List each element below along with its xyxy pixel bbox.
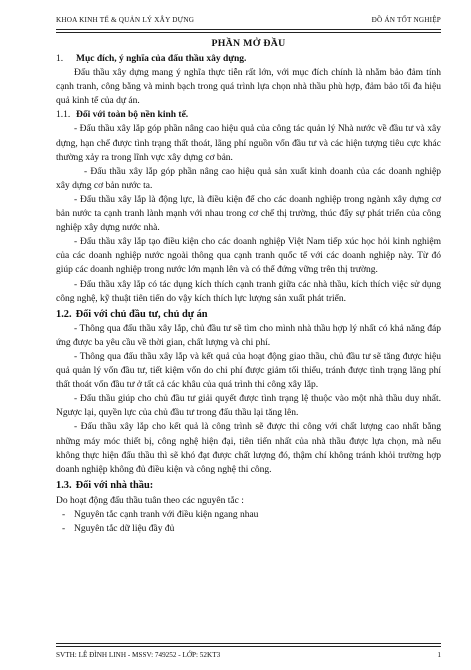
footer-rule-thin <box>56 643 441 644</box>
footer-rule-thick <box>56 646 441 647</box>
paragraph: - Đấu thầu xây lắp có tác dụng kích thích cạnh tranh giữa các nhà thầu, kích thích việc sử dụng công nghệ, kỹ thuật tiên tiến do vậy kích thích lực lượng sản xuất phát triển. <box>56 279 441 304</box>
footer-student-info: SVTH: LÊ ĐÌNH LINH - MSSV: 749252 - LỚP: 52KT3 <box>56 651 221 659</box>
dash-bullet-icon: - <box>62 524 66 535</box>
section-1-2-heading <box>56 308 441 322</box>
list-item-text: Nguyên tắc cạnh tranh với điều kiện ngang nhau <box>74 510 259 520</box>
section-1-2-number: 1.2. <box>56 308 72 320</box>
section-1-heading <box>56 52 441 66</box>
paragraph: - Đấu thầu xây lắp là động lực, là điều kiện để cho các doanh nghiệp trong ngành xây dựng cơ bản nước ta cạnh tranh lành mạnh với nhau trong cơ chế thị trường, thúc đẩy sự phát triển của công nghiệp xây dựng nước nhà. <box>56 194 441 234</box>
header-doc-type: ĐỒ ÁN TỐT NGHIỆP <box>371 16 441 24</box>
section-1-title: Mục đích, ý nghĩa của đấu thầu xây dựng. <box>76 54 247 64</box>
principles-list <box>56 508 441 536</box>
header-rule-thin <box>56 32 441 33</box>
list-item <box>56 508 441 522</box>
section-1-3-number: 1.3. <box>56 479 72 491</box>
paragraph: - Thông qua đấu thầu xây lắp và kết quả của hoạt động giao thầu, chủ đầu tư sẽ tăng được hiệu quả quản lý vốn đầu tư, tiết kiệm vốn do chi phí được giảm tối thiểu, tránh được tình trạng lãng phí thất thoát vốn đầu tư ở tất cả các khâu của quá trình thi công xây lắp. <box>56 351 441 391</box>
paragraph: - Đấu thầu xây lắp góp phần nâng cao hiệu quả sản xuất kinh doanh của các doanh nghiệp xây dựng cơ bản nước ta. <box>56 166 441 191</box>
list-item-text: Nguyên tắc dữ liệu đầy đủ <box>74 524 175 535</box>
page-title: PHẦN MỞ ĐẦU <box>211 38 286 49</box>
section-1-1-heading <box>56 108 441 122</box>
paragraph: - Đấu thầu xây lắp cho kết quả là công trình sẽ được thi công với chất lượng cao nhất bằng những máy móc thiết bị, công nghệ hiện đại, tiên tiến nhất của nhà thầu được lựa chọn, mà nếu không thực hiện đấu thầu thì sẽ khó đạt được chất lượng đó, thậm chí không tránh khỏi trường hợp doanh nghiệp không đủ điều kiện và công nghệ thi công. <box>56 422 441 475</box>
header-faculty: KHOA KINH TẾ & QUẢN LÝ XÂY DỰNG <box>56 16 195 24</box>
paragraph: - Đấu thầu xây lắp tạo điều kiện cho các doanh nghiệp Việt Nam tiếp xúc học hỏi kinh nghiệm của các doanh nghiệp nước ngoài thông qua cạnh tranh quốc tế với các doanh nghiệp này. Từ đó giúp các doanh nghiệp trong nước lớn mạnh lên và có thể đứng vững trên thị trường. <box>56 237 441 276</box>
section-1-3-intro: Do hoạt động đấu thầu tuân theo các nguyên tắc : <box>56 495 244 506</box>
list-item <box>56 522 441 536</box>
header-rule-thick <box>56 29 441 30</box>
page-number: 1 <box>437 651 441 659</box>
section-1-3-heading <box>56 479 441 493</box>
section-1-intro: Đấu thầu xây dựng mang ý nghĩa thực tiễn rất lớn, với mục đích chính là nhằm bảo đảm tính cạnh tranh, công bằng và minh bạch trong quá trình lựa chọn nhà thầu phù hợp, đảm bảo tối đa hiệu quả kinh tế của dự án. <box>56 68 441 107</box>
paragraph: - Đấu thầu xây lắp góp phần nâng cao hiệu quả của công tác quản lý Nhà nước về đầu tư và xây dựng, hạn chế được tình trạng thất thoát, lãng phí nguồn vốn đầu tư và các hiện tượng tiêu cực khác thường xảy ra trong lĩnh vực xây dựng cơ bản. <box>56 124 441 163</box>
section-1-number: 1. <box>56 54 64 64</box>
section-1-3-title: Đối với nhà thầu: <box>75 479 154 491</box>
section-1-2-title: Đối với chủ đầu tư, chủ dự án <box>75 308 208 320</box>
running-footer <box>56 649 441 661</box>
section-1-1-title: Đối với toàn bộ nền kinh tế. <box>76 110 189 121</box>
section-1-1-number: 1.1. <box>56 110 71 121</box>
paragraph: - Thông qua đấu thầu xây lắp, chủ đầu tư sẽ tìm cho mình nhà thầu hợp lý nhất có khả năng đáp ứng được ba yêu cầu về thời gian, chất lượng và chi phí. <box>56 323 441 348</box>
paragraph: - Đấu thầu giúp cho chủ đầu tư giải quyết được tình trạng lệ thuộc vào một nhà thầu duy nhất. Ngược lại, quyền lực của chủ đầu tư trong đấu thầu lại tăng lên. <box>56 394 441 419</box>
running-header <box>56 13 441 27</box>
document-body <box>56 37 441 536</box>
dash-bullet-icon: - <box>62 510 66 520</box>
